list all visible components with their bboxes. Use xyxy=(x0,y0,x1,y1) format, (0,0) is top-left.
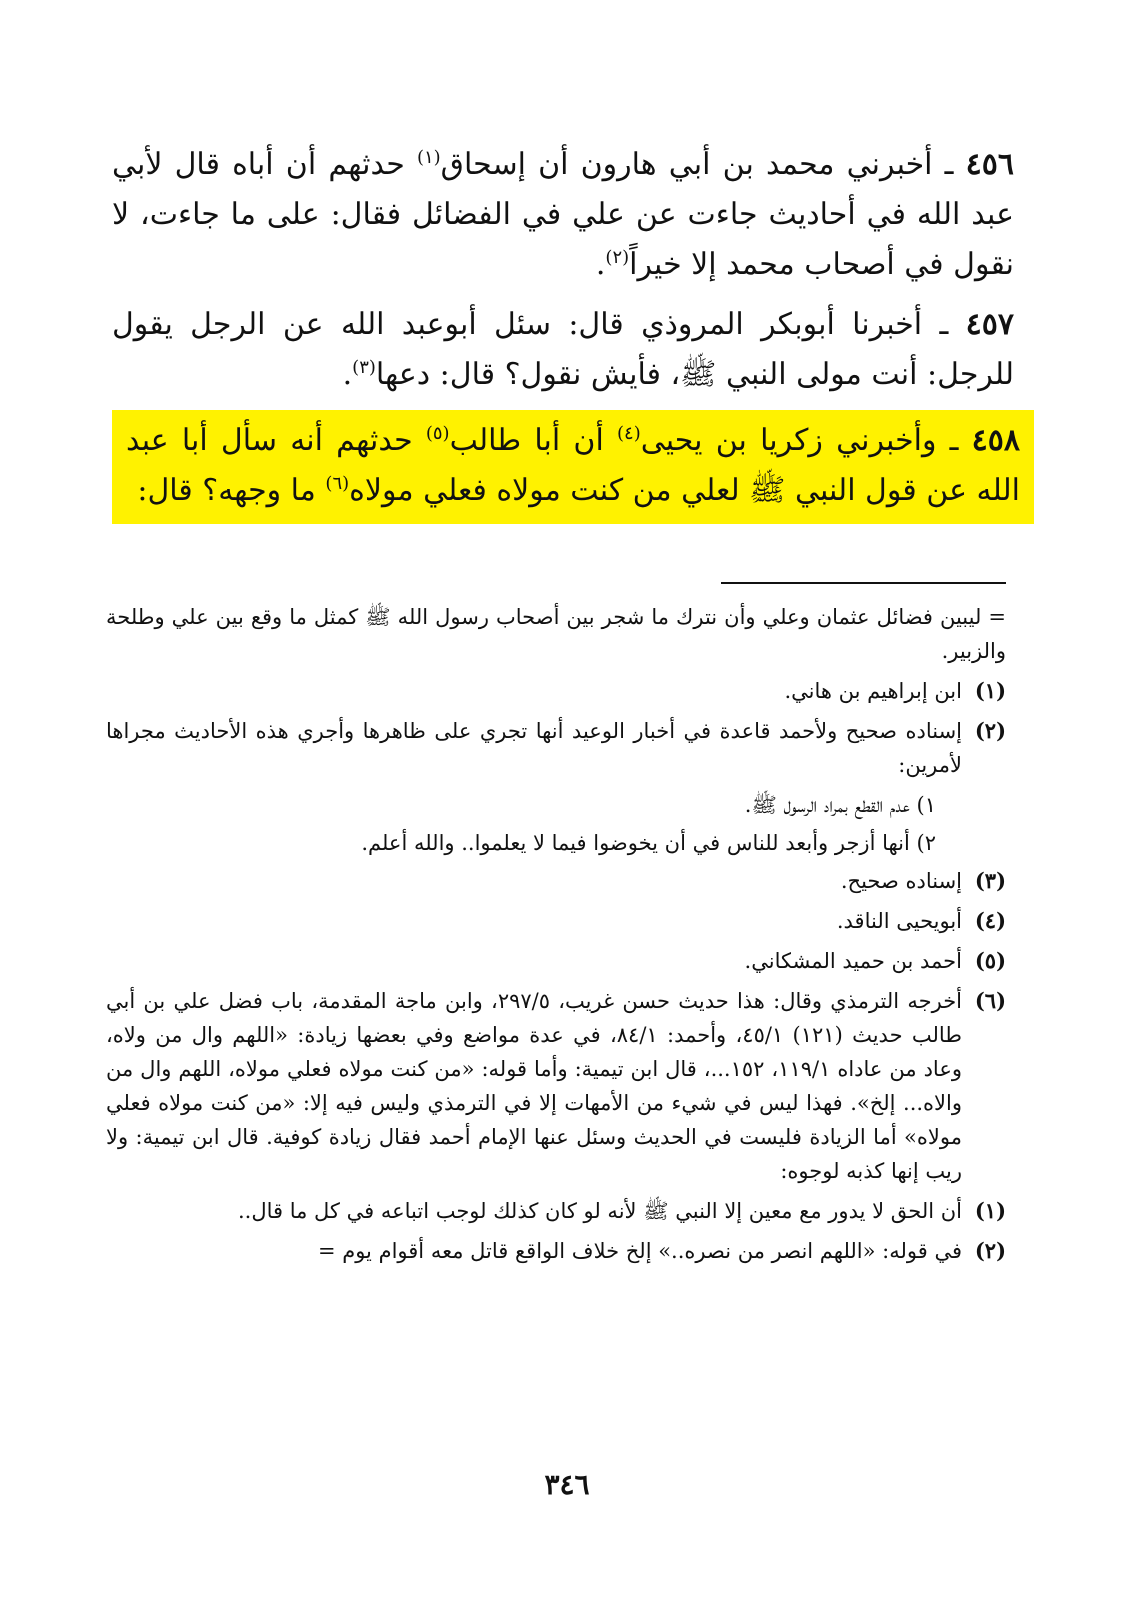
entry-457: ٤٥٧ ـ أخبرنا أبوبكر المروذي قال: سئل أبوعبد الله عن الرجل يقول للرجل: أنت مولى النبي ﷺ، فأيش نقول؟ قال: دعها$^{(٣)}$. xyxy=(112,307,1014,392)
footnote-ref[interactable]: (٣) xyxy=(352,357,376,378)
footnote-continuation: = ليبين فضائل عثمان وعلي وأن نترك ما شجر بين أصحاب رسول الله ﷺ كمثل ما وقع بين علي وطلحة والزبير. xyxy=(106,605,1006,663)
footnote-ref[interactable]: (٢) xyxy=(605,247,630,268)
footnote-2-point-1: ١) عدم القطع بمراد الرسول ﷺ. xyxy=(744,793,936,817)
footnote-6: (٦) أخرجه الترمذي وقال: هذا حديث حسن غريب، ٢٩٧/٥، وابن ماجة المقدمة، باب فضل علي بن أبي طالب حديث (١٢١) ٤٥/١، وأحمد: ٨٤/١، في عدة مواضع وفي بعضها زيادة: «اللهم وال من ولاه، وعاد من عاداه ١١٩/١، ١٥٢...، قال ابن تيمية: وأما قوله: «من كنت مولاه فعلي مولاه، اللهم وال من والاه... إلخ». فهذا ليس في شيء من الأمهات إلا في الترمذي وليس فيه إلا: «من كنت مولاه فعلي مولاه» أما الزيادة فليست في الحديث وسئل عنها الإمام أحمد فقال زيادة كوفية. قال ابن تيمية: ولا ريب إنها كذبه لوجوه: xyxy=(106,988,1006,1183)
footnote-2-point-2: ٢) أنها أزجر وأبعد للناس في أن يخوضوا فيما لا يعلموا.. والله أعلم. xyxy=(361,831,936,855)
page-number: ٣٤٦ xyxy=(544,1468,590,1501)
footnote-6-point-2: (٢) في قوله: «اللهم انصر من نصره..» إلخ خلاف الواقع قاتل معه أقوام يوم = xyxy=(317,1238,1006,1263)
entry-458-highlighted: ٤٥٨ ـ وأخبرني زكريا بن يحيى$^{(٤)}$ أن أبا طالب$^{(٥)}$ حدثهم أنه سأل أبا عبد الله عن قول النبي ﷺ لعلي من كنت مولاه فعلي مولاه$^{(٦)}$ ما وجهه؟ قال: xyxy=(112,410,1034,524)
footnote-3: (٣) إسناده صحيح. xyxy=(840,868,1006,893)
footnote-ref[interactable]: (٦) xyxy=(325,473,350,494)
footnotes xyxy=(106,600,1006,1274)
footnote-ref[interactable]: (٥) xyxy=(425,423,450,444)
entry-number: ٤٥٧ xyxy=(965,307,1014,342)
footnote-6-point-1: (١) أن الحق لا يدور مع معين إلا النبي ﷺ لأنه لو كان كذلك لوجب اتباعه في كل ما قال.. xyxy=(237,1198,1006,1223)
footnote-5: (٥) أحمد بن حميد المشكاني. xyxy=(744,948,1006,973)
main-text xyxy=(112,140,1020,524)
entry-number: ٤٥٨ xyxy=(971,423,1020,458)
footnote-1: (١) ابن إبراهيم بن هاني. xyxy=(784,678,1006,703)
footnote-2: (٢) إسناده صحيح ولأحمد قاعدة في أخبار الوعيد أنها تجري على ظاهرها وأجري هذه الأحاديث مجراها لأمرين: xyxy=(106,718,1006,777)
entry-456: ٤٥٦ ـ أخبرني محمد بن أبي هارون أن إسحاق$^{(١)}$ حدثهم أن أباه قال لأبي عبد الله في أحاديث جاءت عن علي في الفضائل فقال: على ما جاءت، لا نقول في أصحاب محمد إلا خيراً$^{(٢)}$. xyxy=(112,147,1014,282)
footnote-4: (٤) أبويحيى الناقد. xyxy=(836,908,1006,933)
entry-number: ٤٥٦ xyxy=(965,147,1014,182)
footnote-ref[interactable]: (١) xyxy=(416,147,441,168)
footnote-divider xyxy=(721,582,1006,584)
footnote-ref[interactable]: (٤) xyxy=(616,423,641,444)
